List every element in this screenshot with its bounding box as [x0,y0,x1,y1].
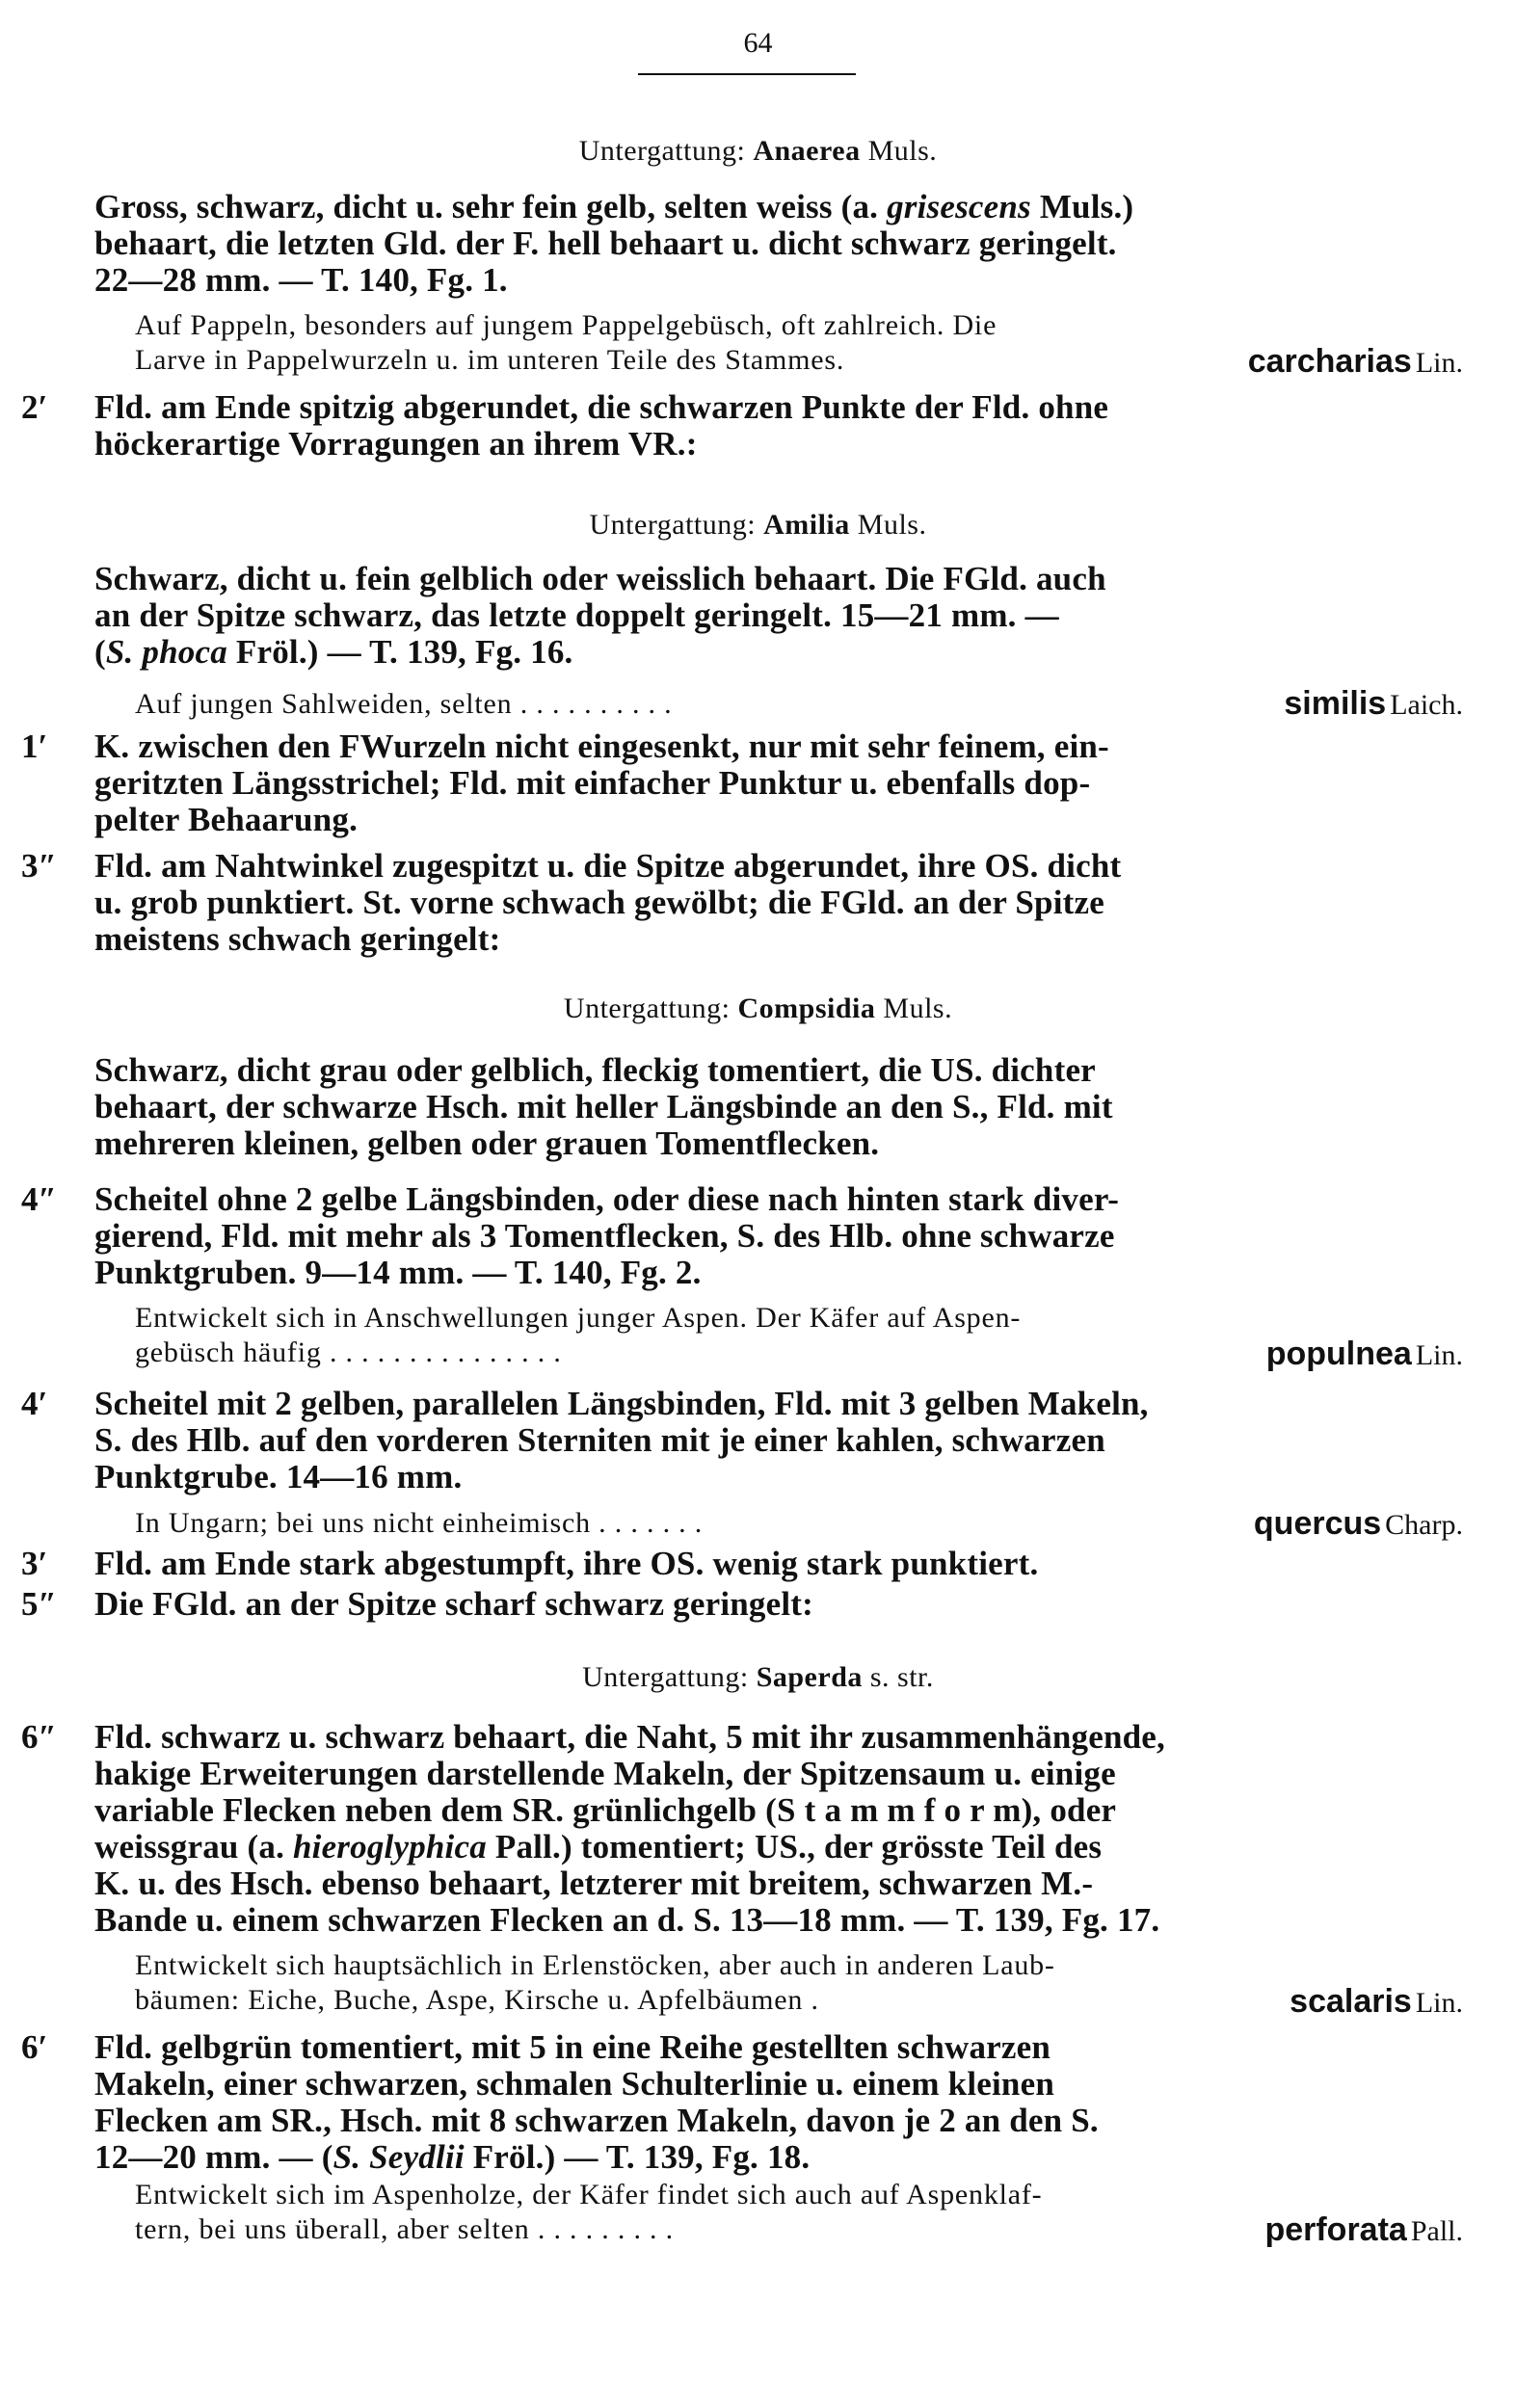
text-line: Punktgrube. 14—16 mm. [94,1458,463,1495]
header-rule [638,73,856,75]
heading-genus: Amilia [763,509,850,541]
text-line: Bande u. einem schwarzen Flecken an d. S. 13—18 mm. — T. 139, Fg. 17. [94,1901,1160,1939]
subgenus-heading-compsidia [0,992,1516,1025]
couplet-6-double-prime [94,1719,1463,1939]
note-line: Auf Pappeln, besonders auf jungem Pappelgebüsch, oft zahlreich. Die [135,309,997,341]
couplet-number: 4′ [21,1385,48,1422]
species-author: Laich. [1390,689,1463,721]
text-line: u. grob punktiert. St. vorne schwach gewölbt; die FGld. an der Spitze [94,884,1104,921]
note-line: Auf jungen Sahlweiden, selten . . . . . . . . . . [135,688,673,720]
couplet-2-prime [94,389,1463,463]
note-line: tern, bei uns überall, aber selten . . . . . . . . . [135,2213,674,2245]
couplet-number: 4″ [21,1180,57,1218]
text-line: 12—20 mm. — (S. Seydlii Fröl.) — T. 139, Fg. 18. [94,2138,811,2176]
species-name: similis [1284,685,1387,722]
couplet-number: 1′ [21,728,48,765]
species-author: Lin. [1415,1339,1463,1371]
heading-label: Untergattung: [582,1661,749,1693]
description-compsidia [94,1052,1463,1162]
species-perforata [1264,2211,1463,2249]
heading-author: Muls. [883,992,953,1024]
text-line: weissgrau (a. hieroglyphica Pall.) tomentiert; US., der grösste Teil des [94,1828,1103,1866]
couplet-number: 3″ [21,847,57,885]
couplet-4-double-prime [94,1181,1463,1291]
couplet-1-prime [94,728,1463,838]
text-line: Fld. gelbgrün tomentiert, mit 5 in eine Reihe gestellten schwarzen [94,2028,1051,2066]
heading-label: Untergattung: [578,135,746,167]
text-line: Fld. schwarz u. schwarz behaart, die Naht, 5 mit ihr zusammenhängende, [94,1718,1165,1756]
species-name: carcharias [1247,343,1412,380]
text-line: Gross, schwarz, dicht u. sehr fein gelb, selten weiss (a. grisescens Muls.) [94,188,1134,225]
text-line: Schwarz, dicht grau oder gelblich, fleckig tomentiert, die US. dichter [94,1051,1096,1089]
note-similis [135,687,1463,722]
couplet-6-prime [94,2029,1463,2176]
species-name: populnea [1265,1336,1412,1372]
page-number: 64 [743,27,773,59]
couplet-3-prime [94,1546,1463,1582]
note-populnea [135,1301,1463,1370]
species-author: Pall. [1410,2215,1463,2247]
text-line: variable Flecken neben dem SR. grünlichgelb (S t a m m f o r m), oder [94,1791,1117,1829]
text-line: K. zwischen den FWurzeln nicht eingesenkt, nur mit sehr feinem, ein- [94,728,1109,765]
text-line: höckerartige Vorragungen an ihrem VR.: [94,425,698,463]
text-line: geritzten Längsstrichel; Fld. mit einfacher Punktur u. ebenfalls dop- [94,764,1091,802]
text-line: (S. phoca Fröl.) — T. 139, Fg. 16. [94,633,573,671]
heading-author: Muls. [867,135,938,167]
subgenus-heading-amilia [0,509,1516,542]
heading-label: Untergattung: [563,992,731,1024]
heading-label: Untergattung: [589,509,757,541]
text-line: Schwarz, dicht u. fein gelblich oder weisslich behaart. Die FGld. auch [94,560,1106,597]
species-name: quercus [1253,1505,1382,1542]
text-line: an der Spitze schwarz, das letzte doppelt geringelt. 15—21 mm. — [94,596,1059,634]
text-line: K. u. des Hsch. ebenso behaart, letzterer mit breitem, schwarzen M.- [94,1865,1094,1902]
text-line: gierend, Fld. mit mehr als 3 Tomentflecken, S. des Hlb. ohne schwarze [94,1217,1115,1255]
text-line: Die FGld. an der Spitze scharf schwarz geringelt: [94,1585,813,1623]
couplet-number: 3′ [21,1545,48,1582]
text-line: behaart, der schwarze Hsch. mit heller Längsbinde an den S., Fld. mit [94,1088,1113,1125]
species-populnea [1266,1336,1463,1373]
note-scalaris [135,1948,1463,2018]
text-line: Fld. am Ende spitzig abgerundet, die schwarzen Punkte der Fld. ohne [94,388,1109,426]
text-line: behaart, die letzten Gld. der F. hell behaart u. dicht schwarz geringelt. [94,225,1117,262]
text-line: Flecken am SR., Hsch. mit 8 schwarzen Makeln, davon je 2 an den S. [94,2102,1099,2139]
couplet-5-double-prime [94,1586,1463,1623]
couplet-number: 5″ [21,1585,57,1623]
note-line: gebüsch häufig . . . . . . . . . . . . . . . [135,1336,562,1368]
subgenus-heading-anaerea [0,135,1516,168]
species-name: perforata [1264,2211,1407,2248]
heading-genus: Saperda [756,1661,863,1693]
couplet-number: 6″ [21,1718,57,1756]
species-author: Lin. [1415,347,1463,379]
note-line: bäumen: Eiche, Buche, Aspe, Kirsche u. Apfelbäumen . [135,1984,819,2016]
note-perforata [135,2178,1463,2247]
text-line: meistens schwach geringelt: [94,920,501,958]
species-scalaris [1290,1983,1463,2021]
subgenus-heading-saperda [0,1661,1516,1694]
species-similis [1284,685,1463,723]
text-line: Makeln, einer schwarzen, schmalen Schulterlinie u. einem kleinen [94,2065,1054,2103]
heading-genus: Anaerea [753,135,861,167]
couplet-number: 2′ [21,388,48,426]
note-line: Entwickelt sich in Anschwellungen junger Aspen. Der Käfer auf Aspen- [135,1302,1022,1334]
heading-genus: Compsidia [737,992,876,1024]
couplet-3-double-prime [94,848,1463,958]
note-line: In Ungarn; bei uns nicht einheimisch . . . . . . . [135,1507,704,1539]
text-line: Fld. am Ende stark abgestumpft, ihre OS. wenig stark punktiert. [94,1545,1039,1582]
heading-author: Muls. [857,509,927,541]
text-line: Scheitel ohne 2 gelbe Längsbinden, oder diese nach hinten stark diver- [94,1180,1120,1218]
species-author: Charp. [1385,1509,1463,1541]
note-line: Larve in Pappelwurzeln u. im unteren Teile des Stammes. [135,344,845,376]
text-line: Punktgruben. 9—14 mm. — T. 140, Fg. 2. [94,1254,702,1291]
species-author: Lin. [1415,1987,1463,2019]
text-line: Fld. am Nahtwinkel zugespitzt u. die Spitze abgerundet, ihre OS. dicht [94,847,1122,885]
text-line: S. des Hlb. auf den vorderen Sterniten mit je einer kahlen, schwarzen [94,1421,1105,1459]
text-line: Scheitel mit 2 gelben, parallelen Längsbinden, Fld. mit 3 gelben Makeln, [94,1385,1149,1422]
note-line: Entwickelt sich hauptsächlich in Erlenstöcken, aber auch in anderen Laub- [135,1949,1055,1981]
text-line: hakige Erweiterungen darstellende Makeln, der Spitzensaum u. einige [94,1755,1116,1792]
text-line: mehreren kleinen, gelben oder grauen Tomentflecken. [94,1125,880,1162]
description-anaerea [94,189,1463,299]
heading-author: s. str. [869,1661,934,1693]
description-amilia [94,561,1463,671]
species-carcharias [1248,343,1463,381]
species-name: scalaris [1290,1983,1412,2020]
note-line: Entwickelt sich im Aspenholze, der Käfer findet sich auch auf Aspenklaf- [135,2179,1043,2210]
couplet-number: 6′ [21,2028,48,2066]
text-line: pelter Behaarung. [94,801,359,838]
species-quercus [1254,1505,1463,1543]
text-line: 22—28 mm. — T. 140, Fg. 1. [94,261,508,299]
couplet-4-prime [94,1386,1463,1495]
